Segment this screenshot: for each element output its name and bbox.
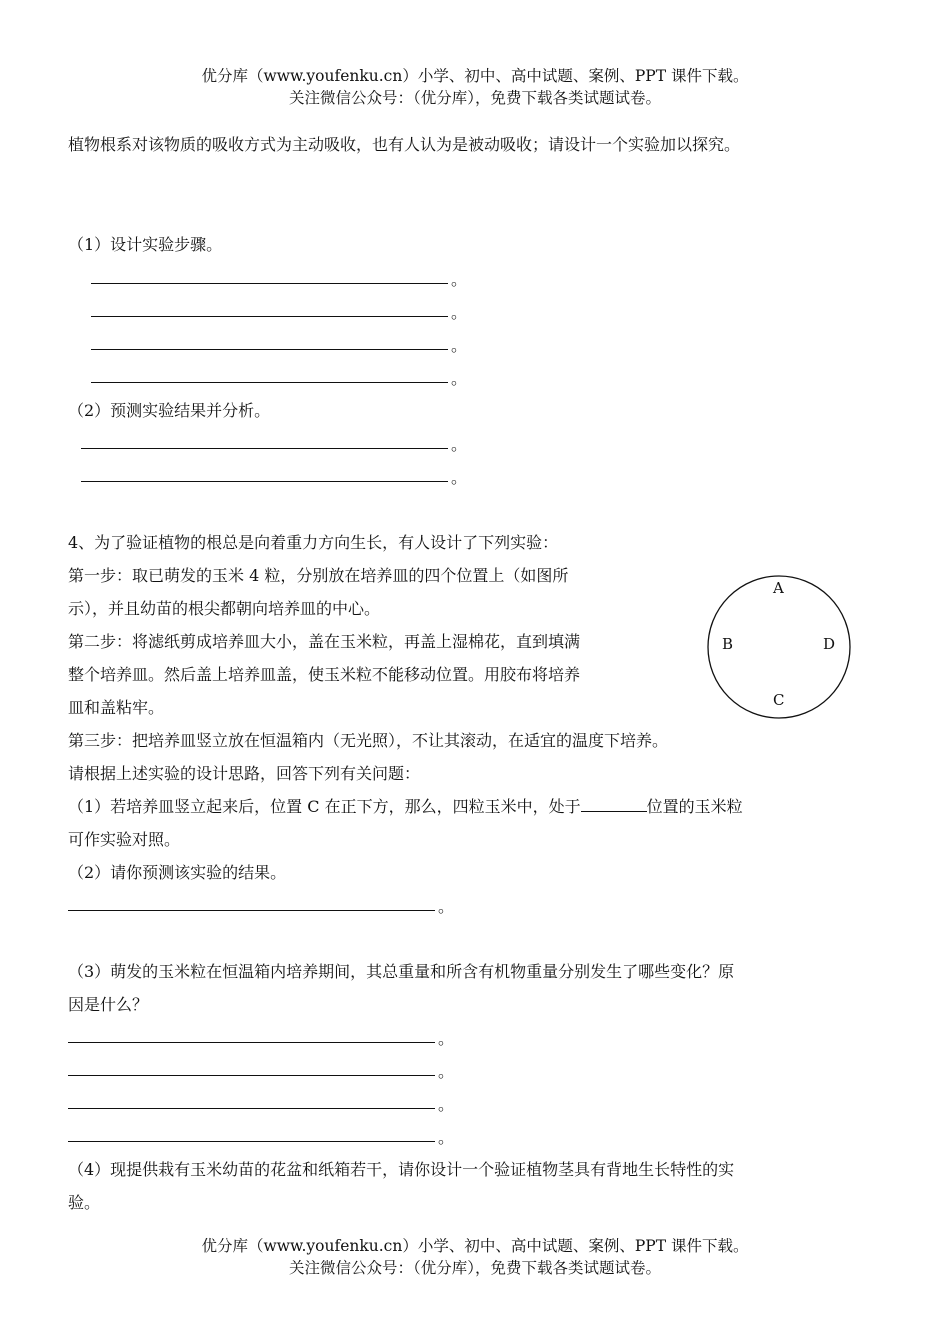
q4-step2-b: 整个培养皿。然后盖上培养皿盖，使玉米粒不能移动位置。用胶布将培养 xyxy=(68,665,581,684)
petri-dish-diagram xyxy=(700,570,860,730)
q4-step2-c: 皿和盖粘牢。 xyxy=(68,698,165,717)
q4-step2-a: 第二步：将滤纸剪成培养皿大小，盖在玉米粒，再盖上湿棉花，直到填满 xyxy=(68,632,581,651)
q4-sub1-line-b: 可作实验对照。 xyxy=(68,830,181,849)
q4-prompt: 请根据上述实验的设计思路，回答下列有关问题： xyxy=(68,764,421,783)
footer-line-2: 关注微信公众号：（优分库），免费下载各类试题试卷。 xyxy=(288,1259,661,1277)
q4-sub3-b: 因是什么？ xyxy=(68,995,149,1014)
position-c-label: C xyxy=(773,691,785,709)
q4-step3: 第三步：把培养皿竖立放在恒温箱内（无光照），不让其滚动，在适宜的温度下培养。 xyxy=(68,731,669,750)
q4-sub3-a: （3）萌发的玉米粒在恒温箱内培养期间，其总重量和所含有机物重量分别发生了哪些变化？原 xyxy=(68,962,735,981)
q4-sub1-blank xyxy=(581,797,647,812)
header-line-2: 关注微信公众号：（优分库），免费下载各类试题试卷。 xyxy=(288,89,661,107)
q4-sub1-line-a xyxy=(68,794,743,817)
q4-title: 4、为了验证植物的根总是向着重力方向生长，有人设计了下列实验： xyxy=(68,533,559,552)
q4-sub4-a: （4）现提供栽有玉米幼苗的花盆和纸箱若干，请你设计一个验证植物茎具有背地生长特性的实 xyxy=(68,1160,735,1179)
q4-sub4-b: 验。 xyxy=(68,1193,101,1212)
q4-sub1-text: （1）若培养皿竖立起来后，位置 C 在正下方，那么，四粒玉米中，处于 xyxy=(68,797,581,816)
footer-line-1: 优分库（www.youfenku.cn）小学、初中、高中试题、案例、PPT 课件下载。 xyxy=(201,1237,749,1255)
header-line-1: 优分库（www.youfenku.cn）小学、初中、高中试题、案例、PPT 课件下载。 xyxy=(201,67,749,85)
intro-text: 植物根系对该物质的吸收方式为主动吸收，也有人认为是被动吸收；请设计一个实验加以探究。 xyxy=(68,135,741,154)
q4-step1-b: 示），并且幼苗的根尖都朝向培养皿的中心。 xyxy=(68,599,381,618)
q4-sub1-text-cont: 位置的玉米粒 xyxy=(646,797,743,816)
q4-sub2: （2）请你预测该实验的结果。 xyxy=(68,863,287,882)
q4-step1-a: 第一步：取已萌发的玉米 4 粒，分别放在培养皿的四个位置上（如图所 xyxy=(68,566,569,585)
q3-part1-label: （1）设计实验步骤。 xyxy=(68,235,223,254)
position-d-label: D xyxy=(823,635,836,653)
q3-part2-label: （2）预测实验结果并分析。 xyxy=(68,401,271,420)
position-a-label: A xyxy=(773,579,784,597)
position-b-label: B xyxy=(722,635,734,653)
